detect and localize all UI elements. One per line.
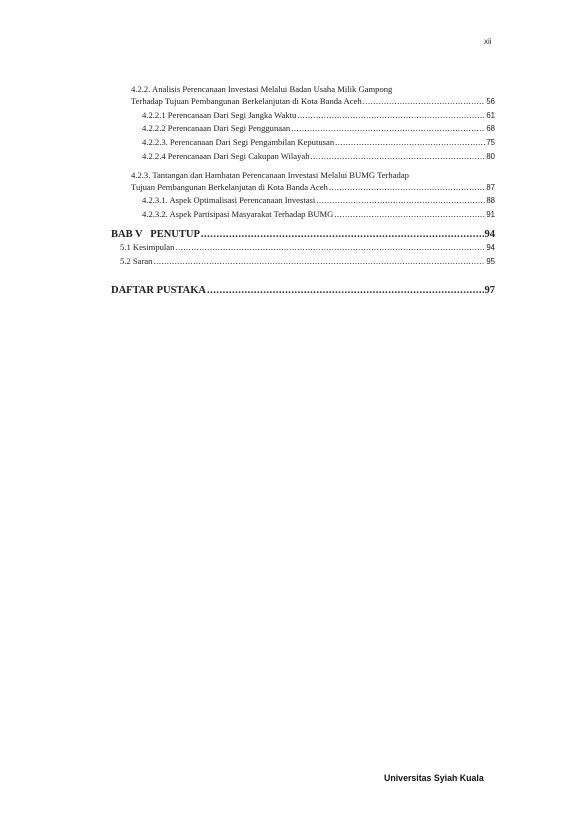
footer-university: Universitas Syiah Kuala	[384, 773, 484, 783]
toc-entry-label: 4.2.3.2. Aspek Partisipasi Masyarakat Terhadap BUMG	[142, 209, 334, 219]
dot-leader	[363, 96, 486, 107]
toc-entry-4-2-2-line1: 4.2.2. Analisis Perencanaan Investasi Melalui Badan Usaha Milik Gampong	[131, 84, 393, 94]
toc-chapter-label: BAB V PENUTUP	[111, 229, 200, 240]
toc-entry-label: 4.2.2.3. Perencanaan Dari Segi Pengambilan Keputusan	[142, 137, 335, 147]
toc-entry-4-2-3-line1: 4.2.3. Tantangan dan Hambatan Perencanaan Investasi Melalui BUMG Terhadap	[131, 170, 409, 180]
toc-entry-4-2-3-1[interactable]	[142, 195, 495, 206]
dot-leader	[153, 256, 485, 267]
toc-entry-4-2-2-2[interactable]	[142, 123, 495, 134]
toc-entry-label: 5.1 Kesimpulan	[120, 242, 175, 252]
dot-leader	[334, 209, 485, 220]
dot-leader	[316, 195, 485, 206]
dot-leader	[175, 242, 485, 253]
toc-page-number: 97	[484, 285, 495, 296]
toc-entry-4-2-3[interactable]	[131, 182, 495, 193]
dot-leader	[207, 284, 484, 297]
toc-page-number: 94	[486, 243, 495, 252]
toc-page-number: 95	[486, 257, 495, 266]
toc-chapter-daftar-pustaka[interactable]	[111, 284, 495, 297]
toc-page-number: 75	[486, 138, 495, 147]
toc-entry-label: 4.2.2.4 Perencanaan Dari Segi Cakupan Wilayah	[142, 151, 310, 161]
toc-page-number: 94	[484, 229, 495, 240]
toc-entry-label: 4.2.2.2 Perencanaan Dari Segi Penggunaan	[142, 123, 291, 133]
toc-page-number: 87	[486, 183, 495, 192]
toc-entry-5-2[interactable]	[120, 256, 495, 267]
dot-leader	[311, 151, 486, 162]
toc-page-number: 88	[486, 196, 495, 205]
toc-entry-4-2-3-2[interactable]	[142, 209, 495, 220]
toc-chapter-label: DAFTAR PUSTAKA	[111, 285, 206, 296]
toc-page-number: 56	[486, 97, 495, 106]
toc-page-number: 68	[486, 124, 495, 133]
toc-entry-5-1[interactable]	[120, 242, 495, 253]
page-number: xii	[484, 37, 492, 46]
toc-chapter-bab-v[interactable]	[111, 228, 495, 241]
toc-entry-4-2-2[interactable]	[131, 96, 495, 107]
toc-page-number: 91	[486, 210, 495, 219]
toc-entry-label: Terhadap Tujuan Pembangunan Berkelanjutan di Kota Banda Aceh	[131, 96, 362, 106]
toc-entry-label: 4.2.3.1. Aspek Optimalisasi Perencanaan Investasi	[142, 195, 316, 205]
toc-entry-4-2-2-3[interactable]	[142, 137, 495, 148]
dot-leader	[291, 123, 485, 134]
dot-leader	[201, 228, 484, 241]
toc-page-number: 61	[486, 111, 495, 120]
toc-entry-label: 4.2.2.1 Perencanaan Dari Segi Jangka Waktu	[142, 110, 297, 120]
toc-page-number: 80	[486, 152, 495, 161]
dot-leader	[329, 182, 485, 193]
dot-leader	[335, 137, 485, 148]
toc-entry-4-2-2-1[interactable]	[142, 110, 495, 121]
toc-entry-label: Tujuan Pembangunan Berkelanjutan di Kota Banda Aceh	[131, 182, 328, 192]
toc-entry-label: 5.2 Saran	[120, 256, 153, 266]
toc-entry-4-2-2-4[interactable]	[142, 151, 495, 162]
dot-leader	[297, 110, 485, 121]
